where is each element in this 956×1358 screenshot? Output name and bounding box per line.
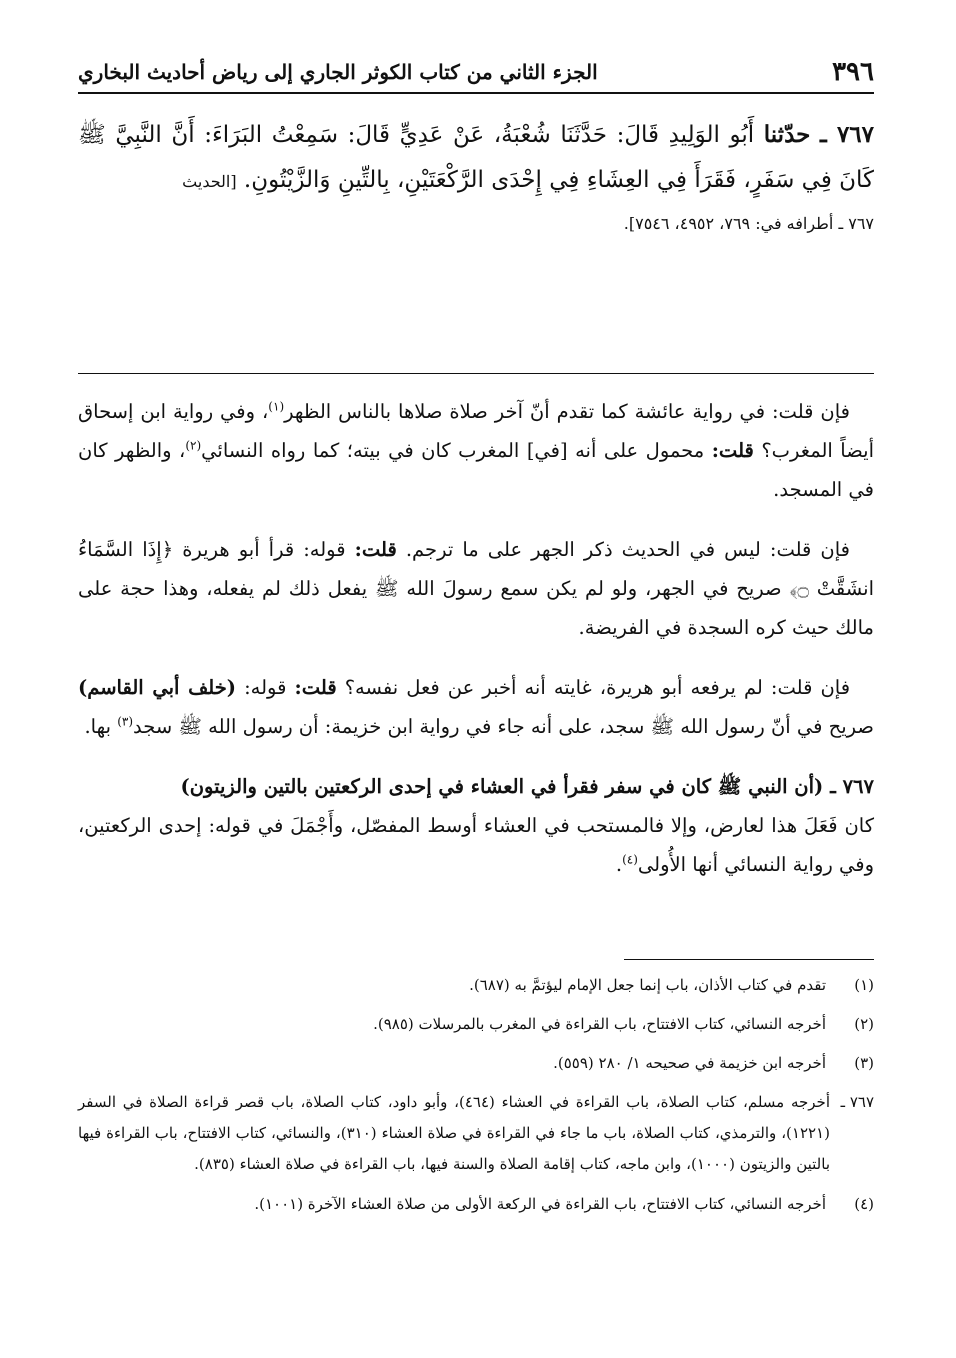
page-number: ٣٩٦ (832, 57, 874, 87)
commentary-paragraph (78, 668, 874, 746)
footnote (78, 970, 874, 1000)
hadith-text (78, 112, 874, 204)
footnote-text: تقدم في كتاب الأذان، باب إنما جعل الإمام ليؤتمَّ به (٦٨٧). (469, 976, 826, 994)
answer-marker: قلت: (354, 538, 397, 561)
footnote-divider (624, 959, 874, 960)
footnote-text: أخرجه مسلم، كتاب الصلاة، باب القراءة في العشاء (٤٦٤)، وأبو داود، كتاب الصلاة، باب قصر قراءة الصلاة في السفر (١٢٢١)، والترمذي، كتاب الصلاة، باب ما جاء في القراءة في صلاة العشاء (٣١٠)، والنسائي، كتاب الافتتاح، باب القراءة فيها بالتين والزيتون (١٠٠٠)، وابن ماجه، كتاب إقامة الصلاة والسنة فيها، باب القراءة في صلاة العشاء (٨٣٥). (78, 1093, 830, 1173)
footnote-ref: (٢) (185, 438, 202, 453)
hadith-body: أَبُو الوَلِيدِ قَالَ: حَدَّثَنَا شُعْبَةُ، عَنْ عَدِيٍّ قَالَ: سَمِعْتُ البَرَاءَ: أَنَّ النَّبِيَّ ﷺ كَانَ فِي سَفَرٍ، فَقَرَأَ فِي العِشَاءِ فِي إِحْدَى الرَّكْعَتَيْنِ، بِالتِّينِ وَالزَّيْتُونِ. (78, 122, 874, 193)
footnote-mark: (٤) (854, 1195, 874, 1213)
paragraph-text: فإن قلت: لم يرفعه أبو هريرة، غايته أنه أخبر عن فعل نفسه؟ (344, 676, 851, 699)
commentary (78, 392, 874, 905)
answer-marker: قلت: (711, 439, 754, 462)
hadith-ref: ٧٦٧ ـ أطرافه في: ٧٦٩، ٤٩٥٢، ٧٥٤٦]. (623, 214, 874, 233)
paragraph-text: قوله: (244, 676, 287, 699)
paragraph-text: بها. (84, 715, 111, 738)
paragraph-text: فإن قلت: في رواية عائشة كما تقدم أنّ آخر صلاة صلاها بالناس الظهر (284, 400, 850, 423)
footnote-ref: (١) (268, 399, 285, 414)
paragraph-text: فإن قلت: ليس في الحديث ذكر الجهر على ما ترجم. (405, 538, 851, 561)
book-title: الجزء الثاني من كتاب الكوثر الجاري إلى رياض أحاديث البخاري (78, 60, 598, 84)
hadith-heading: ٧٦٧ ـ (أن النبي ﷺ كان في سفر فقرأ في العشاء في إحدى الركعتين بالتين والزيتون) (180, 775, 874, 798)
footnote-mark: ٧٦٧ ـ (840, 1093, 874, 1111)
quoted-phrase: (خلف أبي القاسم) (78, 676, 237, 699)
hadith-block (78, 112, 874, 244)
footnote-text: أخرجه ابن خزيمة في صحيحه ١/ ٢٨٠ (٥٥٩). (553, 1054, 826, 1072)
footnote-mark: (٣) (854, 1054, 874, 1072)
hadith-number: ٧٦٧ ـ (819, 121, 875, 148)
footnote-mark: (٢) (854, 1015, 874, 1033)
footnote (78, 1189, 874, 1219)
paragraph-text: قوله: قرأ أبو هريرة ﴿إِذَا السَّمَاءُ انشَقَّتْ ۝﴾ صريح في الجهر، ولو لم يكن سمع رسولَ الله ﷺ يفعل ذلك لم يفعله، وهذا حجة على مالك حيث كره السجدة في الفريضة. (78, 538, 874, 639)
footnote-text: أخرجه النسائي، كتاب الافتتاح، باب القراءة في الركعة الأولى من صلاة العشاء الآخرة (١٠٠١). (254, 1195, 826, 1213)
paragraph-text: ، وفي رواية ابن إسحاق أيضاً المغرب؟ (78, 400, 875, 462)
commentary-paragraph (78, 392, 874, 509)
footnote (78, 1009, 874, 1039)
running-header (78, 52, 874, 94)
answer-marker: قلت: (294, 676, 337, 699)
footnote-mark: (١) (854, 976, 874, 994)
section-divider (78, 373, 874, 374)
paragraph-text: ، والظهر كان في المسجد. (78, 439, 874, 501)
paragraph-text: صريح في أنّ رسول الله ﷺ سجد، على أنه جاء في رواية ابن خزيمة: أن رسول الله ﷺ سجد (133, 715, 874, 738)
paragraph-text: محمول على أنه [في] المغرب كان في بيته؛ كما رواه النسائي (201, 439, 705, 462)
footnote-ref: (٤) (622, 852, 638, 867)
paragraph-text: . (615, 853, 623, 876)
hadith-ref-open: [الحديث (182, 172, 237, 191)
commentary-paragraph (78, 530, 874, 647)
footnote (78, 1048, 874, 1078)
commentary-paragraph (78, 767, 874, 884)
paragraph-text: كان فَعَلَ هذا لعارض، وإلا فالمستحب في العشاء أوسط المفصّل، وأَجْمَلَ في قوله: إحدى الركعتين، وفي رواية النسائي أنها الأُولى (78, 814, 874, 876)
page (78, 0, 874, 1358)
footnote-ref: (٣) (117, 714, 134, 729)
hadith-isnad-lead: حدّثنا (763, 121, 811, 148)
footnote-text: أخرجه النسائي، كتاب الافتتاح، باب القراءة في المغرب بالمرسلات (٩٨٥). (373, 1015, 826, 1033)
footnotes (78, 970, 874, 1228)
footnote (78, 1087, 874, 1180)
